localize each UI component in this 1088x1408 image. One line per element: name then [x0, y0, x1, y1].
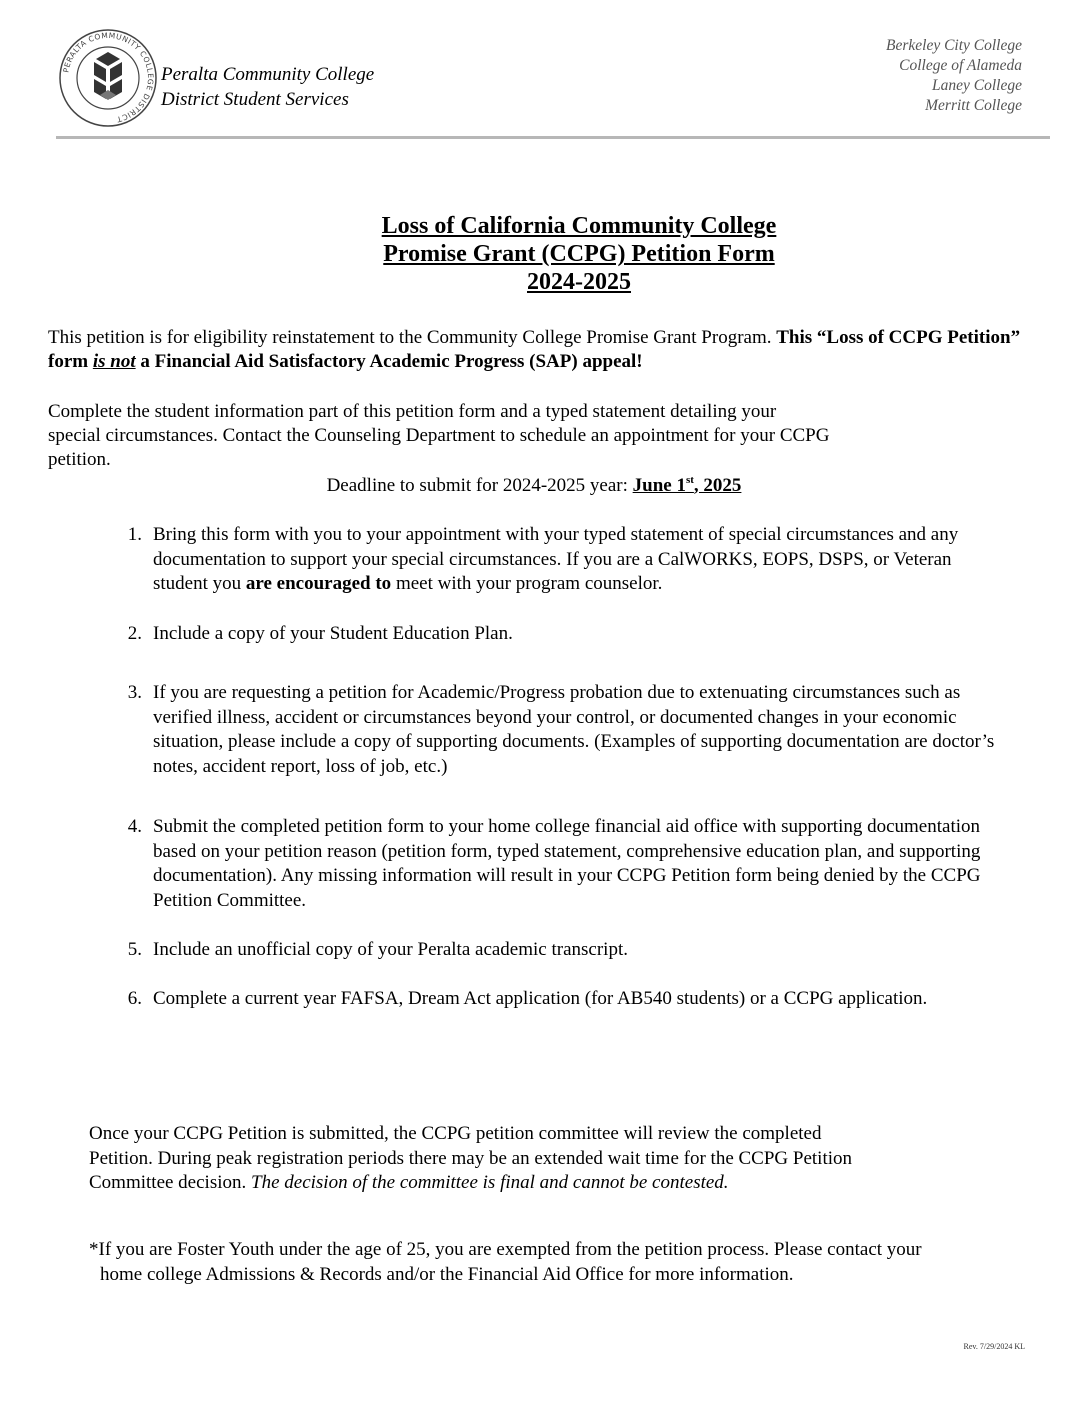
step-item: [120, 815, 1010, 913]
step-text: Include an unofficial copy of your Peralta academic transcript.: [153, 939, 628, 960]
college-name: Merritt College: [925, 97, 1022, 114]
step-text: Submit the completed petition form to your home college financial aid office with supporting documentation based on your petition reason (petition form, typed statement, comprehensive education plan, and supporting documentation). Any missing information will result in your CCPG Petition form being denied by the CCPG Petition Committee.: [153, 816, 981, 911]
org-line-1: Peralta Community College: [161, 64, 375, 85]
district-seal-logo: [58, 28, 158, 128]
deadline-line: Deadline to submit for 2024-2025 year: June 1st, 2025: [326, 474, 742, 496]
instructions-paragraph: Complete the student information part of this petition form and a typed statement detailing your special circumstances. Contact the Counseling Department to schedule an appointment for your CCPG petition.: [48, 401, 830, 470]
step-text: If you are requesting a petition for Academic/Progress probation due to extenuating circumstances such as verified illness, accident or circumstances beyond your control, or documented changes in your economic situation, please include a copy of supporting documents. (Examples of supporting documentation are doctor’s notes, accident report, loss of job, etc.): [153, 682, 995, 777]
step-number: 5.: [127, 939, 142, 960]
step-number: 6.: [127, 988, 142, 1009]
step-item: [120, 938, 1010, 963]
step-item: [120, 987, 1010, 1012]
final-decision-note: The decision of the committee is final and cannot be contested.: [251, 1172, 729, 1193]
is-not-emphasis: is not: [92, 351, 136, 372]
header-divider: [56, 136, 1050, 139]
organization-name: [161, 62, 374, 112]
closing-paragraph: Once your CCPG Petition is submitted, the CCPG petition committee will review the completed Petition. During peak registration periods there may be an extended wait time for the CCPG Petition Committee decision. The decision of the committee is final and cannot be contested.: [89, 1123, 852, 1193]
title-line-2: Promise Grant (CCPG) Petition Form: [383, 241, 775, 267]
college-name: Berkeley City College: [886, 37, 1022, 54]
foster-youth-note: *If you are Foster Youth under the age of 25, you are exempted from the petition process. Please contact your home college Admissions & Records and/or the Financial Aid Office for more information.: [89, 1239, 922, 1285]
step-item: [120, 523, 1010, 597]
step-item: [120, 622, 1010, 647]
revision-stamp: Rev. 7/29/2024 KL: [963, 1342, 1025, 1351]
title-line-3: 2024-2025: [527, 269, 631, 295]
document-title: [0, 212, 1088, 296]
step-number: 2.: [127, 623, 142, 644]
intro-paragraph: This petition is for eligibility reinstatement to the Community College Promise Grant Program. This “Loss of CCPG Petition” form is not a Financial Aid Satisfactory Academic Progress (SAP) appeal!: [48, 327, 1021, 372]
svg-text:PERALTA COMMUNITY COLLEGE DIST: PERALTA COMMUNITY COLLEGE DISTRICT: [61, 30, 156, 125]
step-text: Bring this form with you to your appointment with your typed statement of special circumstances and any documentation to support your special circumstances. If you are a CalWORKS, EOPS, DSPS, or Veteran student you are encouraged to meet with your program counselor.: [153, 524, 959, 594]
step-item: [120, 681, 1010, 779]
college-list: [886, 36, 1022, 116]
step-number: 1.: [127, 524, 142, 545]
deadline-date: June 1st, 2025: [632, 474, 742, 496]
step-text: Complete a current year FAFSA, Dream Act application (for AB540 students) or a CCPG application.: [153, 988, 928, 1009]
step-text: Include a copy of your Student Education Plan.: [153, 623, 513, 644]
college-name: College of Alameda: [899, 57, 1022, 74]
title-line-1: Loss of California Community College: [381, 213, 777, 239]
step-number: 3.: [127, 682, 142, 703]
college-name: Laney College: [932, 77, 1022, 94]
org-line-2: District Student Services: [161, 89, 349, 110]
step-number: 4.: [127, 816, 142, 837]
